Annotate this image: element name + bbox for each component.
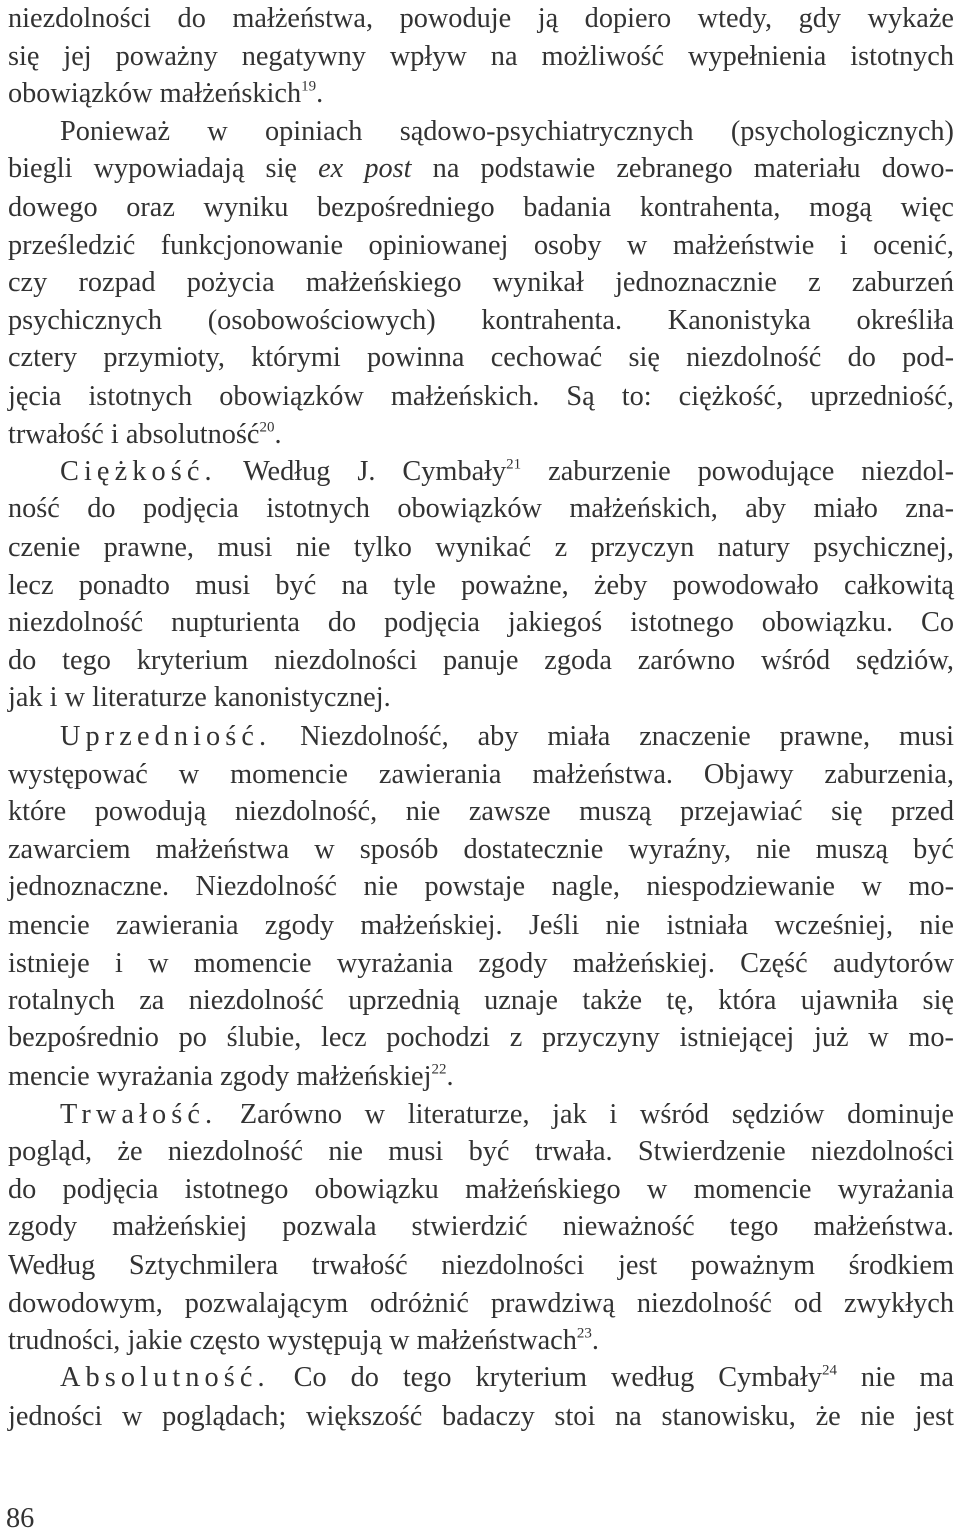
line-text: niezdolności do małżeństwa, powoduje ją dopiero wtedy, gdy wykaże [8, 3, 954, 34]
text-line [60, 1096, 954, 1134]
line-text: Według J. Cymbały [216, 456, 507, 487]
line-text: jednoznaczne. Niezdolność nie powstaje nagle, niespodziewanie w mo- [8, 871, 954, 902]
footnote-ref: 22 [431, 1061, 447, 1078]
text-line [8, 1058, 954, 1096]
emphasis-text: ex post [318, 153, 412, 184]
line-text: . [591, 1325, 599, 1356]
text-line [8, 567, 954, 605]
line-text: cztery przymioty, którymi powinna cechować się niezdolność do pod- [8, 342, 954, 373]
footnote-ref: 23 [576, 1325, 592, 1342]
text-line [60, 718, 954, 756]
text-line [8, 1285, 954, 1323]
line-text: . [274, 419, 282, 450]
line-text: bezpośrednio po ślubie, lecz pochodzi z przyczyny istniejącej już w mo- [8, 1022, 954, 1053]
text-line [8, 907, 954, 945]
text-line [8, 264, 954, 302]
line-text: psychicznych (osobowościowych) kontrahenta. Kanonistyka określiła [8, 305, 954, 336]
line-text: Zarówno w literaturze, jak i wśród sędziów dominuje [217, 1099, 954, 1130]
text-line [8, 604, 954, 642]
line-text: prześledzić funkcjonowanie opiniowanej osoby w małżeństwie i ocenić, [8, 230, 954, 261]
line-text: się jej poważny negatywny wpływ na możliwość wypełnienia istotnych [8, 41, 954, 72]
text-line [8, 831, 954, 869]
line-text: zawarciem małżeństwa w sposób dostatecznie wyraźny, nie muszą być [8, 834, 954, 865]
line-text: niezdolność nupturienta do podjęcia jakiegoś istotnego obowiązku. Co [8, 607, 954, 638]
text-line [8, 1208, 954, 1246]
text-line [8, 378, 954, 416]
text-line [8, 679, 954, 717]
line-text: ność do podjęcia istotnych obowiązków małżeńskich, aby miało zna- [8, 493, 954, 524]
line-text: obowiązków małżeńskich [8, 78, 302, 109]
text-line [8, 793, 954, 831]
line-text: Niezdolność, aby miała znaczenie prawne, musi [271, 721, 954, 752]
line-text: nie ma [836, 1362, 954, 1393]
text-line [8, 416, 954, 454]
text-line [8, 227, 954, 265]
footnote-ref: 21 [506, 456, 522, 473]
page-number: 86 [6, 1503, 35, 1534]
section-heading: Uprzedniość. [60, 721, 272, 752]
line-text: Ponieważ w opiniach sądowo-psychiatrycznych (psychologicznych) [60, 116, 954, 147]
text-line [8, 0, 954, 38]
line-text: pogląd, że niezdolność nie musi być trwała. Stwierdzenie niezdolności [8, 1136, 954, 1167]
line-text: lecz ponadto musi być na tyle poważne, żeby powodowało całkowitą [8, 570, 954, 601]
line-text: . [316, 78, 324, 109]
text-line [60, 453, 954, 491]
line-text: czenie prawne, musi nie tylko wynikać z przyczyn natury psychicznej, [8, 532, 954, 563]
text-line [8, 982, 954, 1020]
line-text: rotalnych za niezdolność uprzednią uznaje także tę, która ujawniła się [8, 985, 954, 1016]
line-text: jedności w poglądach; większość badaczy stoi na stanowisku, że nie jest [8, 1401, 954, 1432]
text-line [8, 1019, 954, 1057]
section-heading: Absolutność. [60, 1362, 270, 1393]
line-text: trudności, jakie często występują w małżeństwach [8, 1325, 577, 1356]
text-line [8, 339, 954, 377]
text-line [8, 1247, 954, 1285]
line-text: mencie zawierania zgody małżeńskiej. Jeśli nie istniała wcześniej, nie [8, 910, 954, 941]
line-text: jęcia istotnych obowiązków małżeńskich. Są to: ciężkość, uprzedniość, [8, 381, 954, 412]
line-text: występować w momencie zawierania małżeństwa. Objawy zaburzenia, [8, 759, 954, 790]
line-text: istnieje i w momencie wyrażania zgody małżeńskiej. Część audytorów [8, 948, 954, 979]
footnote-ref: 20 [259, 419, 275, 436]
line-text: . [446, 1061, 454, 1092]
line-text: do podjęcia istotnego obowiązku małżeńskiego w momencie wyrażania [8, 1174, 954, 1205]
text-line [8, 490, 954, 528]
line-text: mencie wyrażania zgody małżeńskiej [8, 1061, 432, 1092]
text-line [8, 642, 954, 680]
text-line [8, 1322, 954, 1360]
text-line [60, 113, 954, 151]
line-text: czy rozpad pożycia małżeńskiego wynikał jednoznacznie z zaburzeń [8, 267, 954, 298]
text-line [8, 1171, 954, 1209]
footnote-ref: 24 [821, 1362, 837, 1379]
line-text: dowego oraz wyniku bezpośredniego badania kontrahenta, mogą więc [8, 192, 954, 223]
text-line [8, 302, 954, 340]
section-heading: Ciężkość. [60, 456, 217, 487]
text-line [8, 189, 954, 227]
text-line [8, 756, 954, 794]
line-text: zaburzenie powodujące niezdol- [521, 456, 954, 487]
line-text: trwałość i absolutność [8, 419, 260, 450]
line-text: zgody małżeńskiej pozwala stwierdzić nieważność tego małżeństwa. [8, 1211, 954, 1242]
line-text: Według Sztychmilera trwałość niezdolności jest poważnym środkiem [8, 1250, 954, 1281]
section-heading: Trwałość. [60, 1099, 218, 1130]
text-line [8, 1398, 954, 1436]
line-text: do tego kryterium niezdolności panuje zgoda zarówno wśród sędziów, [8, 645, 954, 676]
line-text: biegli wypowiadają się [8, 153, 319, 184]
line-text: jak i w literaturze kanonistycznej. [8, 682, 391, 713]
line-text: które powodują niezdolność, nie zawsze muszą przejawiać się przed [8, 796, 954, 827]
text-line [8, 150, 954, 188]
text-line [8, 38, 954, 76]
text-line [8, 529, 954, 567]
line-text: dowodowym, pozwalającym odróżnić prawdziwą niezdolność od zwykłych [8, 1288, 954, 1319]
text-line [8, 945, 954, 983]
footnote-ref: 19 [301, 78, 317, 95]
text-line [8, 1133, 954, 1171]
text-line [8, 75, 954, 113]
line-text: Co do tego kryterium według Cymbały [269, 1362, 822, 1393]
line-text: na podstawie zebranego materiału dowo- [411, 153, 955, 184]
text-line [8, 868, 954, 906]
text-line [60, 1359, 954, 1397]
